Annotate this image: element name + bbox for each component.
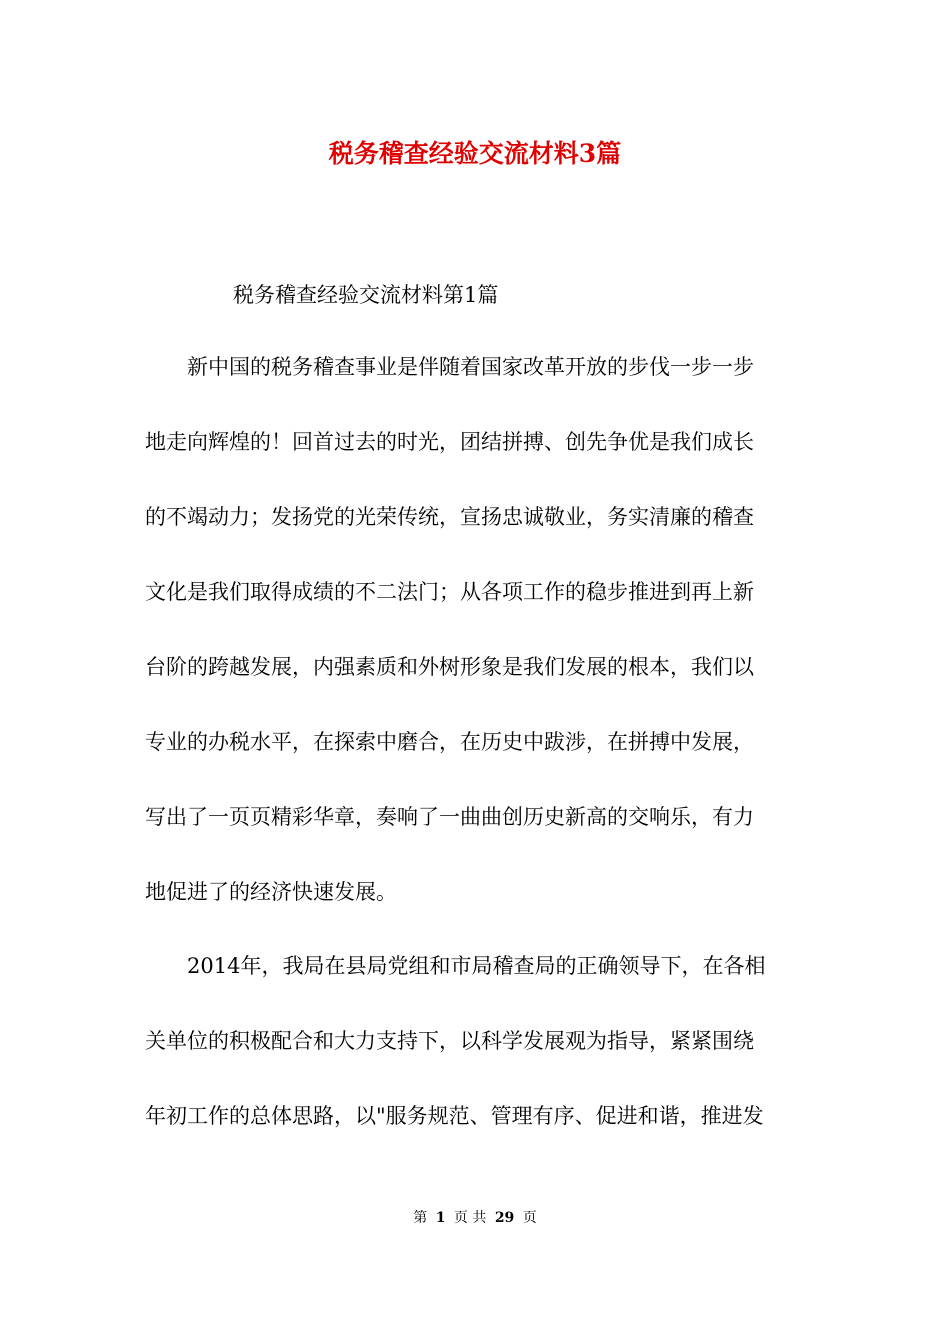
- page-footer: [0, 1206, 950, 1230]
- paragraph-line: 台阶的跨越发展，内强素质和外树形象是我们发展的根本，我们以: [145, 655, 754, 679]
- paragraph-line: 关单位的积极配合和大力支持下，以科学发展观为指导，紧紧围绕: [145, 1029, 754, 1053]
- footer-current-page: 1: [435, 1210, 446, 1226]
- paragraph-line: 地走向辉煌的！回首过去的时光，团结拼搏、创先争优是我们成长: [145, 430, 754, 454]
- footer-suffix: 页: [522, 1210, 537, 1226]
- paragraph-line: 地促进了的经济快速发展。: [145, 880, 397, 904]
- footer-prefix: 第: [413, 1210, 428, 1226]
- body-paragraph-2: [145, 929, 805, 1154]
- section-heading: 税务稽查经验交流材料第1篇: [233, 283, 499, 307]
- paragraph-line: 文化是我们取得成绩的不二法门；从各项工作的稳步推进到再上新: [145, 580, 754, 604]
- body-paragraph-1: [145, 330, 805, 930]
- paragraph-line: 新中国的税务稽查事业是伴随着国家改革开放的步伐一步一步: [187, 355, 754, 379]
- footer-total-pages: 29: [494, 1210, 515, 1226]
- paragraph-line: 的不竭动力；发扬党的光荣传统，宣扬忠诚敬业，务实清廉的稽查: [145, 505, 754, 529]
- paragraph-line: 写出了一页页精彩华章，奏响了一曲曲创历史新高的交响乐，有力: [145, 805, 754, 829]
- footer-middle: 页 共: [453, 1210, 487, 1226]
- paragraph-line: 年初工作的总体思路，以"服务规范、管理有序、促进和谐，推进发: [145, 1104, 764, 1128]
- paragraph-line: 专业的办税水平，在探索中磨合，在历史中跋涉，在拼搏中发展，: [145, 730, 754, 754]
- document-title: 税务稽查经验交流材料3篇: [328, 139, 622, 168]
- paragraph-line: 2014年，我局在县局党组和市局稽查局的正确领导下，在各相: [187, 954, 766, 978]
